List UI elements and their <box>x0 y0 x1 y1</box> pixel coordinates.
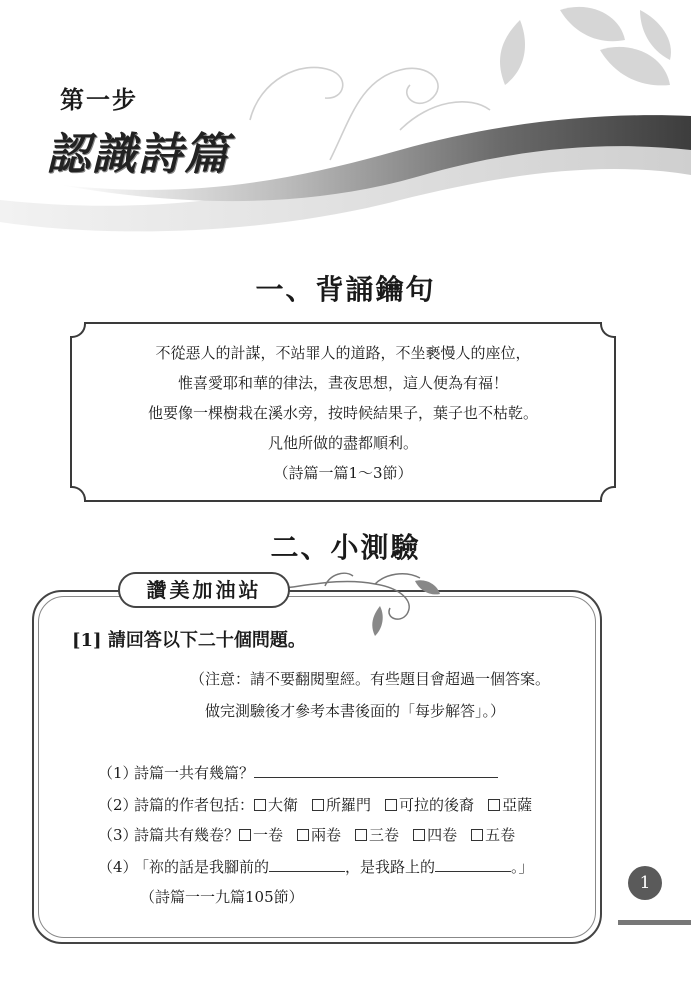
question-main: [1] 請回答以下二十個問題。 <box>72 630 306 651</box>
question-4-reference: （詩篇一一九篇105節） <box>140 888 304 906</box>
answer-blank-4b[interactable] <box>435 857 511 872</box>
option-checkbox[interactable]: 亞薩 <box>488 796 532 814</box>
quiz-tab-label: 讚美加油站 <box>118 572 290 608</box>
option-checkbox[interactable]: 一卷 <box>239 826 283 844</box>
page-number: 1 <box>628 866 662 900</box>
note-line-2: 做完測驗後才參考本書後面的「每步解答」。） <box>205 702 506 720</box>
memory-line-2: 惟喜愛耶和華的律法，晝夜思想，這人便為有福！ <box>177 374 508 392</box>
flourish-ornament <box>285 566 445 640</box>
question-2: （2）詩篇的作者包括： 大衛 所羅門 可拉的後裔 亞薩 <box>98 796 533 814</box>
option-checkbox[interactable]: 所羅門 <box>312 796 371 814</box>
option-checkbox[interactable]: 三卷 <box>355 826 399 844</box>
option-checkbox[interactable]: 五卷 <box>471 826 515 844</box>
note-line-1: （注意：請不要翻閱聖經。有些題目會超過一個答案。 <box>190 670 551 688</box>
memory-line-3: 他要像一棵樹栽在溪水旁，按時候結果子，葉子也不枯乾。 <box>147 404 538 422</box>
page-bottom-bar <box>618 920 691 925</box>
section2-title: 二、小測驗 <box>270 531 421 564</box>
question-4: （4）「祢的話是我腳前的 ，是我路上的 。」 <box>98 858 534 876</box>
section1-title: 一、背誦鑰句 <box>255 273 436 306</box>
question-1: （1）詩篇一共有幾篇？ <box>98 762 498 783</box>
option-checkbox[interactable]: 大衛 <box>254 796 298 814</box>
memory-line-1: 不從惡人的計謀，不站罪人的道路，不坐褻慢人的座位， <box>155 344 531 362</box>
step-title: 認識詩篇 <box>46 129 230 180</box>
memory-line-4: 凡他所做的盡都順利。 <box>267 434 418 452</box>
memory-reference: （詩篇一篇1～3節） <box>273 464 413 482</box>
memory-verse-box <box>70 322 616 502</box>
answer-blank-1[interactable] <box>254 763 498 778</box>
option-checkbox[interactable]: 可拉的後裔 <box>385 796 474 814</box>
option-checkbox[interactable]: 四卷 <box>413 826 457 844</box>
question-3: （3）詩篇共有幾卷？ 一卷 兩卷 三卷 四卷 五卷 <box>98 826 516 844</box>
step-label: 第一步 <box>60 85 138 114</box>
option-checkbox[interactable]: 兩卷 <box>297 826 341 844</box>
answer-blank-4a[interactable] <box>269 857 345 872</box>
